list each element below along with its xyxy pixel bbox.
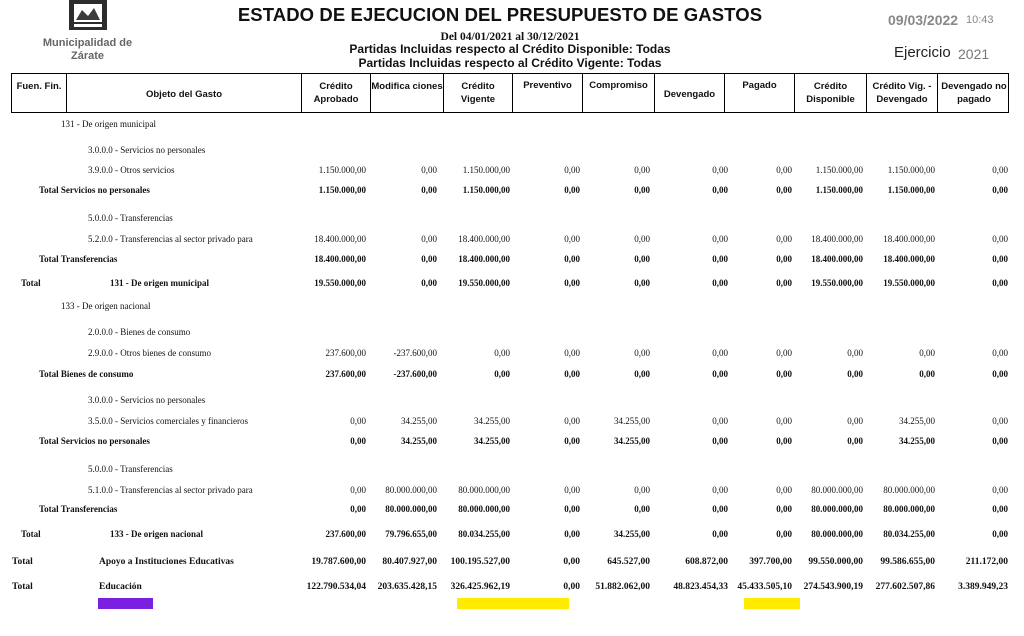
cell-devengado-no-pagado: 0,00 [992,504,1008,514]
cell-preventivo: 0,00 [564,369,580,379]
cell-credito-disponible: 274.543.900,19 [803,582,863,592]
cell-compromiso: 0,00 [634,348,650,358]
row-label: 5.2.0.0 - Transferencias al sector privado para [88,234,253,244]
cell-credito-vigente: 80.034.255,00 [458,529,510,539]
purple-highlight-mark [98,598,153,609]
cell-modificaciones: 0,00 [421,278,437,288]
cell-modificaciones: 0,00 [421,234,437,244]
cell-devengado-no-pagado: 211.172,00 [965,557,1008,567]
table-row [0,483,1024,497]
cell-credito-vig-devengado: 277.602.507,86 [875,582,935,592]
subgroup-heading-row [0,325,1024,339]
cell-modificaciones: 203.635.428,15 [377,582,437,592]
cell-compromiso: 34.255,00 [614,436,650,446]
cell-compromiso: 0,00 [634,185,650,195]
cell-compromiso: 0,00 [634,254,650,264]
cell-credito-aprobado: 237.600,00 [325,529,366,539]
cell-devengado-no-pagado: 0,00 [992,485,1008,495]
cell-credito-aprobado: 18.400.000,00 [314,254,366,264]
subgroup-heading-row [0,143,1024,157]
yellow-highlight-mark-vigente [457,598,569,609]
cell-pagado: 0,00 [776,416,792,426]
row-label: Educación [99,582,142,592]
cell-devengado-no-pagado: 0,00 [992,278,1008,288]
table-row [0,414,1024,428]
cell-credito-disponible: 0,00 [847,416,863,426]
cell-devengado: 0,00 [712,529,728,539]
cell-modificaciones: 80.000.000,00 [385,504,437,514]
row-label: 133 - De origen nacional [61,301,151,311]
cell-preventivo: 0,00 [563,557,580,567]
row-label: 133 - De origen nacional [110,529,203,539]
cell-devengado: 608.872,00 [685,557,728,567]
cell-credito-vigente: 18.400.000,00 [458,234,510,244]
col-devengado: Devengado [654,74,724,112]
cell-credito-aprobado: 18.400.000,00 [314,234,366,244]
cell-modificaciones: 0,00 [421,165,437,175]
municipality-crest-icon [66,0,110,34]
col-credito-disponible: Crédito Disponible [794,74,866,112]
total-row [0,276,1024,290]
cell-credito-aprobado: 237.600,00 [325,369,366,379]
cell-credito-vig-devengado: 0,00 [919,369,935,379]
cell-credito-vigente: 0,00 [494,369,510,379]
cell-credito-vig-devengado: 34.255,00 [899,416,935,426]
cell-pagado: 0,00 [776,436,792,446]
cell-compromiso: 0,00 [634,234,650,244]
cell-devengado-no-pagado: 0,00 [992,348,1008,358]
col-pagado: Pagado [724,74,794,112]
cell-devengado: 0,00 [712,485,728,495]
row-label: Total Servicios no personales [39,436,150,446]
cell-compromiso: 0,00 [634,369,650,379]
col-objeto: Objeto del Gasto [66,74,301,112]
cell-pagado: 0,00 [776,254,792,264]
cell-credito-aprobado: 0,00 [350,485,366,495]
total-prefix: Total [21,529,41,539]
cell-credito-vigente: 326.425.962,19 [450,582,510,592]
cell-credito-aprobado: 1.150.000,00 [318,165,366,175]
cell-compromiso: 0,00 [634,165,650,175]
cell-devengado: 0,00 [712,436,728,446]
cell-credito-vigente: 80.000.000,00 [458,504,510,514]
cell-credito-disponible: 0,00 [847,436,863,446]
row-label: 3.9.0.0 - Otros servicios [88,165,175,175]
ejercicio-value: 2021 [958,46,990,62]
cell-compromiso: 51.882.062,00 [595,582,650,592]
total-prefix: Total [12,557,33,567]
total-row [0,527,1024,541]
report-subtitle-disponible: Partidas Incluidas respecto al Crédito Disponible: Todas [349,42,671,56]
cell-compromiso: 34.255,00 [614,529,650,539]
cell-modificaciones: -237.600,00 [393,369,437,379]
cell-credito-vigente: 34.255,00 [474,436,510,446]
cell-modificaciones: 79.796.655,00 [385,529,437,539]
cell-devengado-no-pagado: 0,00 [992,529,1008,539]
cell-devengado: 0,00 [712,369,728,379]
cell-preventivo: 0,00 [564,234,580,244]
report-title: ESTADO DE EJECUCION DEL PRESUPUESTO DE GASTOS [237,4,763,25]
row-label: 5.0.0.0 - Transferencias [88,213,173,223]
report-subtitle-vigente: Partidas Incluidas respecto al Crédito Vigente: Todas [358,56,662,70]
print-time: 10:43 [966,14,994,26]
cell-compromiso: 34.255,00 [614,416,650,426]
total-row [0,434,1024,448]
cell-preventivo: 0,00 [564,416,580,426]
cell-compromiso: 0,00 [634,485,650,495]
cell-preventivo: 0,00 [564,436,580,446]
cell-devengado: 0,00 [712,278,728,288]
row-label: 3.0.0.0 - Servicios no personales [88,145,206,155]
report-period: Del 04/01/2021 al 30/12/2021 [440,31,580,43]
total-row [0,555,1024,569]
cell-compromiso: 645.527,00 [607,557,650,567]
cell-credito-aprobado: 19.550.000,00 [314,278,366,288]
cell-credito-disponible: 0,00 [847,369,863,379]
col-fuente: Fuen. Fin. [16,81,62,92]
subgroup-heading-row [0,462,1024,476]
cell-preventivo: 0,00 [563,582,580,592]
cell-credito-vigente: 34.255,00 [474,416,510,426]
row-label: 3.5.0.0 - Servicios comerciales y financieros [88,416,248,426]
cell-credito-vigente: 18.400.000,00 [458,254,510,264]
cell-credito-disponible: 80.000.000,00 [811,529,863,539]
col-modificaciones: Modifica ciones [370,74,443,112]
cell-devengado-no-pagado: 0,00 [992,369,1008,379]
cell-preventivo: 0,00 [564,348,580,358]
row-label: 2.9.0.0 - Otros bienes de consumo [88,348,211,358]
col-credito-vig-devengado: Crédito Vig. - Devengado [866,74,937,112]
cell-modificaciones: -237.600,00 [393,348,437,358]
cell-pagado: 0,00 [776,504,792,514]
cell-pagado: 0,00 [776,234,792,244]
row-label: Total Transferencias [39,504,118,514]
cell-credito-disponible: 99.550.000,00 [808,557,863,567]
cell-pagado: 0,00 [776,165,792,175]
print-date: 09/03/2022 [888,12,959,28]
cell-credito-vig-devengado: 0,00 [919,348,935,358]
cell-credito-aprobado: 0,00 [350,436,366,446]
cell-credito-vigente: 19.550.000,00 [458,278,510,288]
row-label: 5.1.0.0 - Transferencias al sector privado para [88,485,253,495]
cell-compromiso: 0,00 [634,278,650,288]
row-label: 5.0.0.0 - Transferencias [88,464,173,474]
cell-credito-disponible: 1.150.000,00 [815,165,863,175]
cell-credito-vig-devengado: 1.150.000,00 [887,165,935,175]
row-label: 3.0.0.0 - Servicios no personales [88,395,206,405]
cell-devengado: 0,00 [712,348,728,358]
cell-credito-vig-devengado: 80.034.255,00 [883,529,935,539]
cell-modificaciones: 0,00 [421,185,437,195]
cell-credito-vigente: 1.150.000,00 [462,185,510,195]
cell-pagado: 0,00 [776,185,792,195]
total-row [0,502,1024,516]
cell-devengado: 48.823.454,33 [673,582,728,592]
cell-credito-vig-devengado: 80.000.000,00 [883,485,935,495]
cell-devengado-no-pagado: 3.389.949,23 [958,582,1008,592]
column-header-bar [11,73,1009,113]
cell-preventivo: 0,00 [564,165,580,175]
cell-preventivo: 0,00 [564,278,580,288]
row-label: Total Bienes de consumo [39,369,134,379]
cell-modificaciones: 34.255,00 [401,416,437,426]
cell-credito-vig-devengado: 80.000.000,00 [883,504,935,514]
row-label: Total Transferencias [39,254,118,264]
cell-credito-vig-devengado: 19.550.000,00 [883,278,935,288]
cell-pagado: 0,00 [776,485,792,495]
cell-credito-vigente: 100.195.527,00 [450,557,510,567]
municipality-name: Municipalidad de Zárate [42,37,133,62]
total-row [0,367,1024,381]
row-label: Apoyo a Instituciones Educativas [99,557,234,567]
cell-devengado-no-pagado: 0,00 [992,185,1008,195]
group-heading-row [0,117,1024,131]
cell-credito-disponible: 1.150.000,00 [815,185,863,195]
cell-devengado: 0,00 [712,165,728,175]
cell-credito-vig-devengado: 18.400.000,00 [883,254,935,264]
cell-devengado-no-pagado: 0,00 [992,436,1008,446]
row-label: 131 - De origen municipal [61,119,156,129]
cell-pagado: 0,00 [776,369,792,379]
cell-modificaciones: 0,00 [421,254,437,264]
cell-devengado-no-pagado: 0,00 [992,234,1008,244]
cell-compromiso: 0,00 [634,504,650,514]
col-credito-vigente: Crédito Vigente [443,74,512,112]
cell-credito-aprobado: 1.150.000,00 [318,185,366,195]
cell-devengado: 0,00 [712,234,728,244]
cell-preventivo: 0,00 [564,254,580,264]
col-devengado-no-pagado: Devengado no pagado [937,74,1010,112]
cell-credito-vigente: 1.150.000,00 [462,165,510,175]
cell-credito-aprobado: 0,00 [350,504,366,514]
table-row [0,232,1024,246]
cell-pagado: 397.700,00 [749,557,792,567]
cell-credito-disponible: 18.400.000,00 [811,254,863,264]
yellow-highlight-mark-pagado [744,598,800,609]
cell-pagado: 45.433.505,10 [737,582,792,592]
cell-credito-aprobado: 19.787.600,00 [311,557,366,567]
cell-modificaciones: 80.407.927,00 [382,557,437,567]
cell-credito-vigente: 0,00 [494,348,510,358]
cell-preventivo: 0,00 [564,504,580,514]
cell-modificaciones: 34.255,00 [401,436,437,446]
total-prefix: Total [12,582,33,592]
cell-modificaciones: 80.000.000,00 [385,485,437,495]
cell-devengado: 0,00 [712,504,728,514]
col-compromiso: Compromiso [582,74,654,112]
cell-credito-disponible: 18.400.000,00 [811,234,863,244]
cell-pagado: 0,00 [776,278,792,288]
total-prefix: Total [21,278,41,288]
cell-pagado: 0,00 [776,529,792,539]
table-row [0,346,1024,360]
subgroup-heading-row [0,393,1024,407]
total-row [0,252,1024,266]
cell-credito-disponible: 80.000.000,00 [811,504,863,514]
subgroup-heading-row [0,211,1024,225]
cell-devengado-no-pagado: 0,00 [992,254,1008,264]
col-credito-aprobado: Crédito Aprobado [301,74,370,112]
cell-preventivo: 0,00 [564,485,580,495]
group-heading-row [0,299,1024,313]
cell-credito-aprobado: 0,00 [350,416,366,426]
cell-credito-vig-devengado: 1.150.000,00 [887,185,935,195]
cell-devengado: 0,00 [712,185,728,195]
row-label: 2.0.0.0 - Bienes de consumo [88,327,191,337]
cell-pagado: 0,00 [776,348,792,358]
cell-credito-disponible: 19.550.000,00 [811,278,863,288]
table-row [0,163,1024,177]
ejercicio-label: Ejercicio [894,44,951,61]
row-label: Total Servicios no personales [39,185,150,195]
cell-credito-disponible: 80.000.000,00 [811,485,863,495]
cell-credito-vig-devengado: 18.400.000,00 [883,234,935,244]
cell-devengado: 0,00 [712,254,728,264]
col-preventivo: Preventivo [512,74,582,112]
cell-devengado-no-pagado: 0,00 [992,165,1008,175]
cell-preventivo: 0,00 [564,529,580,539]
total-row [0,183,1024,197]
cell-credito-vig-devengado: 99.586.655,00 [880,557,935,567]
cell-credito-aprobado: 237.600,00 [325,348,366,358]
cell-credito-vigente: 80.000.000,00 [458,485,510,495]
total-row [0,580,1024,594]
cell-credito-disponible: 0,00 [847,348,863,358]
cell-preventivo: 0,00 [564,185,580,195]
cell-credito-aprobado: 122.790.534,04 [306,582,366,592]
cell-credito-vig-devengado: 34.255,00 [899,436,935,446]
cell-devengado: 0,00 [712,416,728,426]
cell-devengado-no-pagado: 0,00 [992,416,1008,426]
row-label: 131 - De origen municipal [110,278,209,288]
